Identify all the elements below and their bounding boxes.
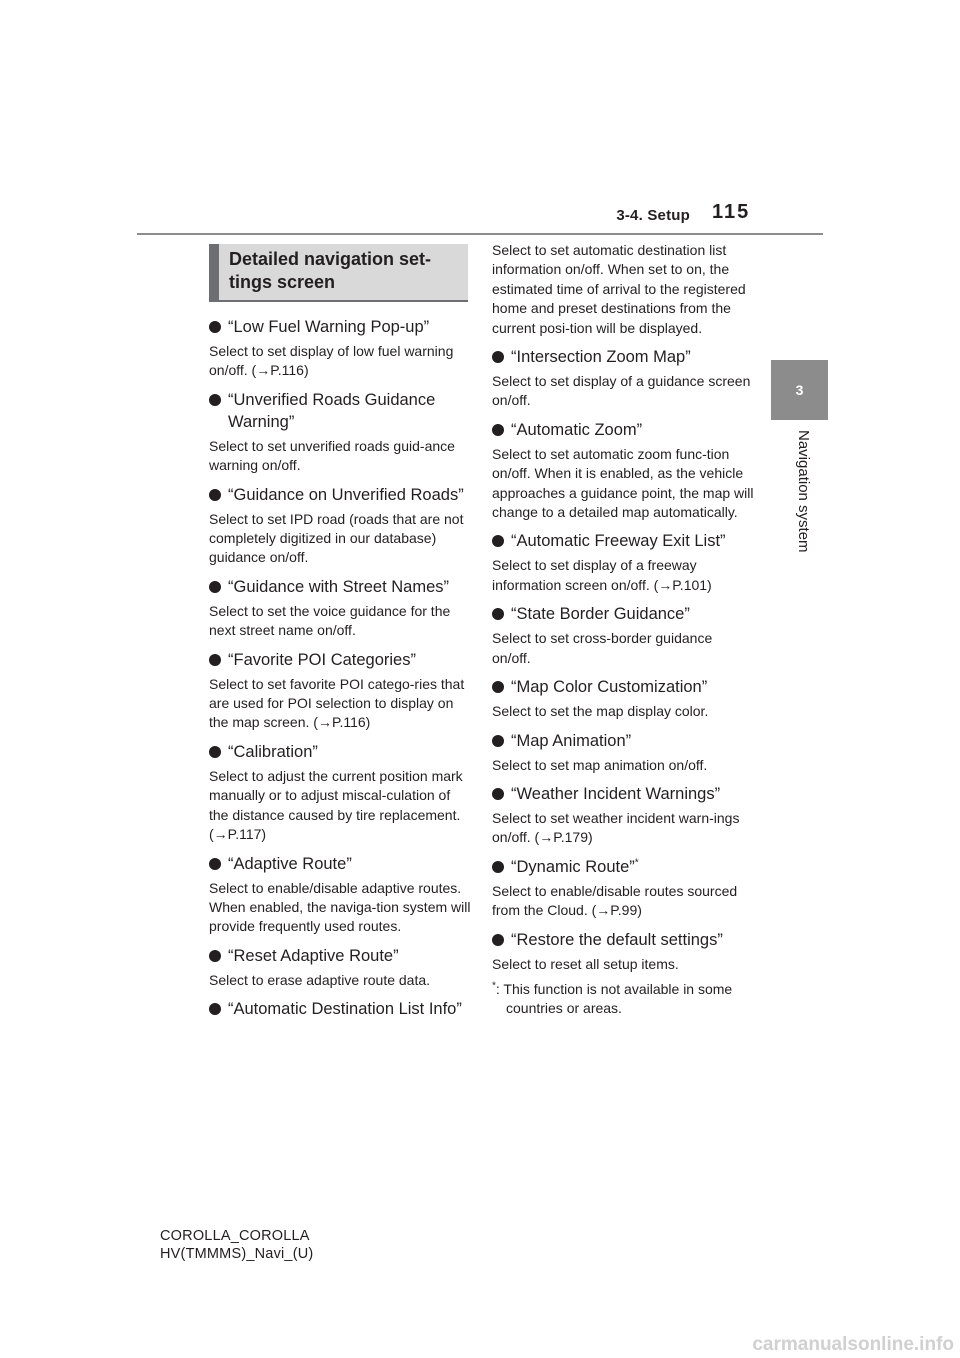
list-item	[492, 346, 754, 411]
item-title: “Automatic Destination List Info”	[228, 1000, 462, 1019]
section-title-box	[209, 244, 468, 302]
item-description: Select to set unverified roads guid-ance warning on/off.	[209, 437, 455, 474]
item-description: Select to set display of a guidance screen on/off.	[492, 373, 751, 409]
item-title: “Reset Adaptive Route”	[228, 946, 399, 965]
list-item	[209, 389, 471, 476]
bullet-icon	[209, 489, 221, 501]
item-title: “Guidance on Unverified Roads”	[228, 485, 464, 504]
item-title: “Map Color Customization”	[511, 678, 708, 697]
item-description: Select to set IPD road (roads that are not completely digitized in our database) guidance on/off.	[209, 510, 464, 566]
item-description: Select to set weather incident warn-ings on/off. (→P.179)	[492, 809, 740, 846]
list-item	[492, 783, 754, 848]
footnote	[492, 980, 754, 1019]
bullet-icon	[209, 321, 221, 333]
item-title: “Favorite POI Categories”	[228, 650, 416, 669]
list-item	[492, 603, 754, 668]
bullet-icon	[209, 394, 221, 406]
footnote-marker: *	[634, 857, 639, 869]
page-number: 115	[712, 201, 751, 223]
list-item	[209, 576, 471, 641]
header-divider	[137, 233, 823, 235]
bullet-icon	[492, 351, 504, 363]
bullet-icon	[209, 950, 221, 962]
item-description: Select to set map animation on/off.	[492, 756, 708, 773]
footnote-mark: *	[492, 980, 496, 992]
chapter-title: Navigation system	[795, 430, 812, 553]
list-item	[209, 741, 471, 845]
item-description: Select to set the map display color.	[492, 703, 709, 720]
list-item	[209, 998, 471, 1020]
list-item	[209, 484, 471, 568]
chapter-tab	[771, 360, 828, 420]
footer-model-code	[160, 1227, 313, 1263]
item-title: “State Border Guidance”	[511, 605, 690, 624]
list-item	[209, 316, 471, 381]
item-title: “Automatic Zoom”	[511, 420, 643, 439]
list-item	[492, 676, 754, 721]
item-description: Select to enable/disable routes sourced from the Cloud. (→P.99)	[492, 882, 738, 919]
bullet-icon	[492, 535, 504, 547]
item-title: “Weather Incident Warnings”	[511, 784, 721, 803]
list-item	[209, 945, 471, 990]
list-item	[492, 929, 754, 974]
bullet-icon	[492, 608, 504, 620]
bullet-icon	[492, 934, 504, 946]
item-title: “Guidance with Street Names”	[228, 577, 450, 596]
footer-line1: COROLLA_COROLLA	[160, 1228, 310, 1244]
footnote-text: : This function is not available in some countries or areas.	[495, 980, 733, 1017]
left-column	[209, 308, 471, 1024]
section-title-line1: Detailed navigation set-	[229, 249, 432, 269]
item-title: “Calibration”	[228, 742, 318, 761]
item-description: Select to set display of a freeway information screen on/off. (→P.101)	[492, 557, 712, 593]
section-title-line2: tings screen	[229, 272, 336, 292]
bullet-icon	[209, 581, 221, 593]
right-column	[492, 241, 754, 1019]
list-item	[492, 530, 754, 595]
list-item	[492, 730, 754, 775]
item-description: Select to set automatic zoom func-tion on/off. When it is enabled, as the vehicle approaches a guidance point, the map will change to a detailed map automatically.	[492, 445, 754, 521]
item-title: “Unverified Roads Guidance Warning”	[228, 390, 436, 431]
bullet-icon	[209, 858, 221, 870]
list-item	[209, 649, 471, 733]
item-description: Select to set display of low fuel warning on/off. (→P.116)	[209, 343, 454, 379]
bullet-icon	[209, 746, 221, 758]
item-description: Select to set cross-border guidance on/off.	[492, 630, 713, 666]
bullet-icon	[492, 735, 504, 747]
item-title: “Low Fuel Warning Pop-up”	[228, 318, 430, 336]
bullet-icon	[492, 861, 504, 873]
item-description: Select to set the voice guidance for the next street name on/off.	[209, 602, 451, 639]
list-item	[209, 853, 471, 937]
item-title: “Dynamic Route”	[511, 857, 635, 876]
list-item	[492, 419, 754, 523]
item-description: Select to reset all setup items.	[492, 955, 679, 972]
item-description: Select to set automatic destination list information on/off. When set to on, the estimated time of arrival to the registered home and preset destinations from the current posi-tion will be displayed.	[492, 242, 746, 336]
bullet-icon	[209, 654, 221, 666]
item-description: Select to adjust the current position mark manually or to adjust miscal-culation of the distance caused by tire replacement. (→P.117)	[209, 767, 463, 843]
section-header: 3-4. Setup	[616, 207, 690, 224]
bullet-icon	[492, 788, 504, 800]
item-description: Select to set favorite POI catego-ries that are used for POI selection to display on the map screen. (→P.116)	[209, 675, 465, 731]
watermark: carmanualsonline.info	[752, 1334, 954, 1355]
item-title: “Intersection Zoom Map”	[511, 348, 691, 367]
item-title: “Automatic Freeway Exit List”	[511, 532, 726, 551]
item-title: “Map Animation”	[511, 731, 632, 750]
item-description: Select to enable/disable adaptive routes. When enabled, the naviga-tion system will provide frequently used routes.	[209, 879, 471, 935]
item-title: “Adaptive Route”	[228, 854, 352, 873]
bullet-icon	[492, 681, 504, 693]
chapter-number: 3	[795, 382, 804, 398]
bullet-icon	[492, 424, 504, 436]
footer-line2: HV(TMMMS)_Navi_(U)	[160, 1246, 314, 1262]
bullet-icon	[209, 1003, 221, 1015]
list-item	[492, 856, 754, 921]
item-description: Select to erase adaptive route data.	[209, 971, 431, 988]
item-title: “Restore the default settings”	[511, 930, 723, 949]
